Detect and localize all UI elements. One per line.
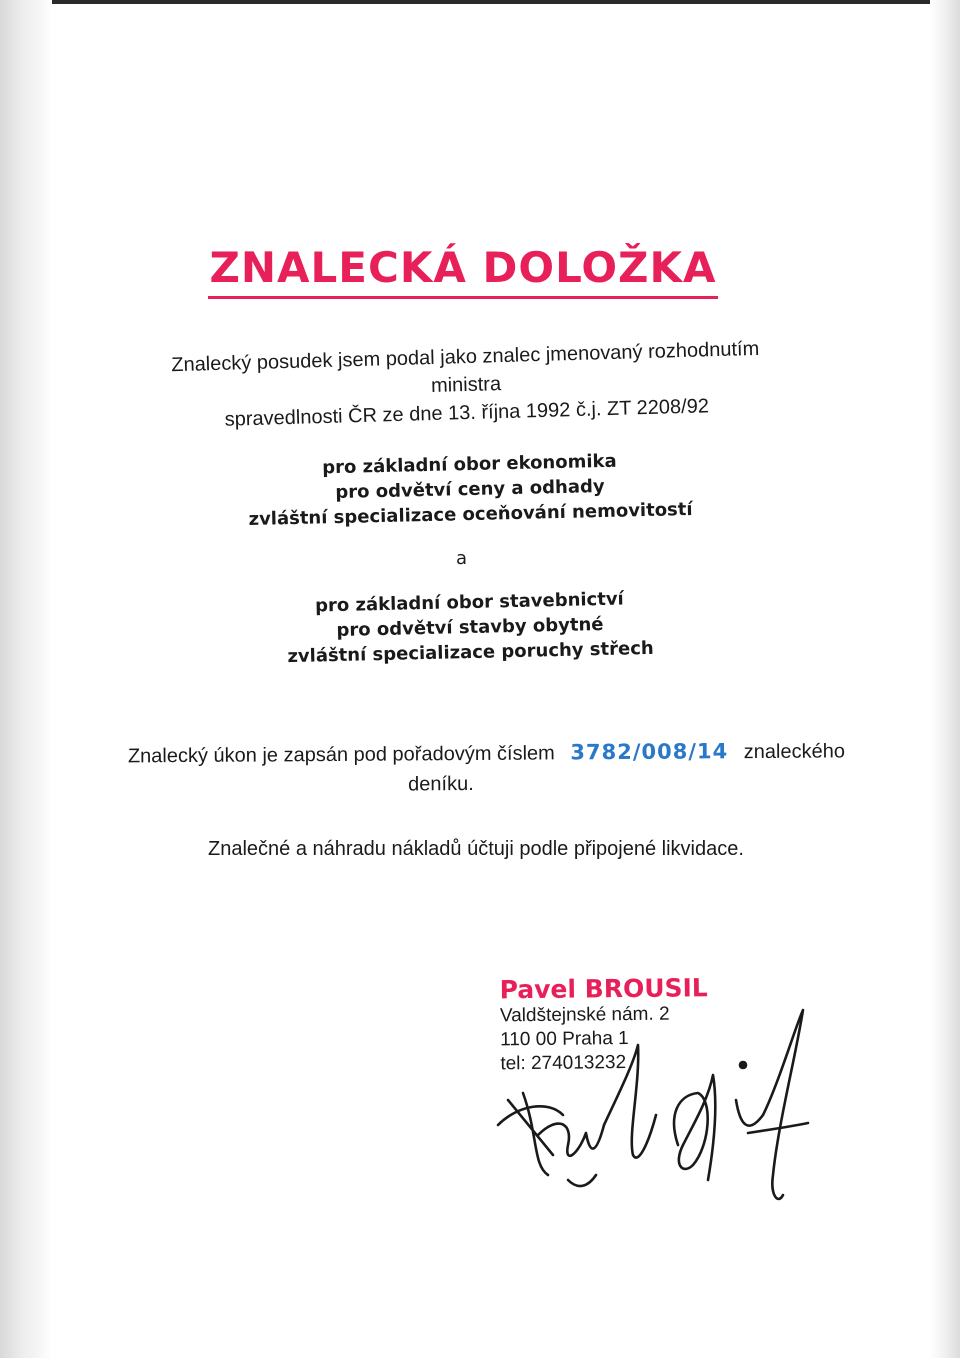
stamp-phone: tel: 274013232 <box>500 1052 627 1075</box>
field-line: pro základní obor stavebnictví <box>314 588 624 617</box>
appointment-statement <box>145 334 787 436</box>
appointment-line: spravedlnosti ČR ze dne 13. října 1992 č.j. ZT 2208/92 <box>224 395 710 431</box>
record-text-after: znaleckého <box>743 740 846 764</box>
conjunction: a <box>456 548 468 569</box>
field-line: pro základní obor ekonomika <box>321 450 617 479</box>
handwritten-signature <box>478 1005 818 1215</box>
stamp-street: Valdštejnské nám. 2 <box>499 1003 670 1027</box>
record-text-before: Znalecký úkon je zapsán pod pořadovým číslem <box>127 742 555 768</box>
field-economics <box>239 447 701 532</box>
fees-statement: Znalečné a náhradu nákladů účtuji podle připojené likvidace. <box>208 838 744 860</box>
scan-top-edge <box>0 0 960 4</box>
record-number: 3782/008/14 <box>570 739 729 765</box>
field-line: zvláštní specializace poruchy střech <box>287 637 654 668</box>
stamp-name: Pavel BROUSIL <box>499 973 708 1005</box>
field-line: pro odvětví stavby obytné <box>336 613 604 642</box>
appointment-line: Znalecký posudek jsem podal jako znalec jmenovaný rozhodnutím ministra <box>171 337 760 398</box>
scan-right-shadow <box>930 0 960 1358</box>
field-construction <box>239 585 701 670</box>
field-line: pro odvětví ceny a odhady <box>335 475 605 504</box>
stamp-city: 110 00 Praha 1 <box>500 1028 629 1051</box>
record-statement <box>127 736 846 802</box>
document-title: ZNALECKÁ DOLOŽKA <box>208 243 718 299</box>
record-continuation: deníku. <box>408 772 474 796</box>
field-line: zvláštní specializace oceňování nemovitostí <box>248 498 693 531</box>
scan-left-shadow <box>0 0 52 1358</box>
